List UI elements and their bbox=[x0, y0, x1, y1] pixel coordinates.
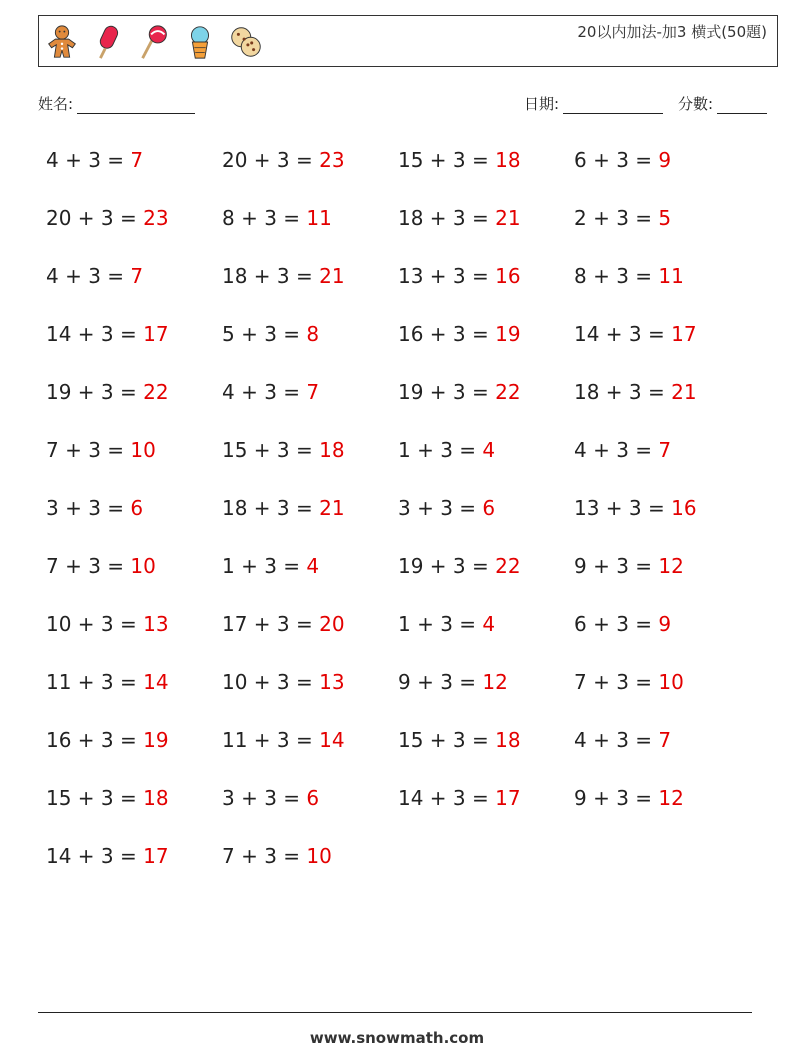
problem-question: 11 + 3 = bbox=[46, 670, 144, 694]
problem-question: 3 + 3 = bbox=[222, 786, 307, 810]
problem-question: 15 + 3 = bbox=[398, 148, 496, 172]
problem-item bbox=[222, 146, 345, 174]
problem-answer: 9 bbox=[658, 612, 672, 636]
problem-question: 7 + 3 = bbox=[222, 844, 307, 868]
problem-item bbox=[222, 610, 345, 638]
problem-question: 18 + 3 = bbox=[574, 380, 672, 404]
problem-question: 6 + 3 = bbox=[574, 148, 659, 172]
problem-answer: 6 bbox=[130, 496, 144, 520]
problem-item bbox=[46, 262, 143, 290]
problem-question: 13 + 3 = bbox=[574, 496, 672, 520]
score-blank[interactable] bbox=[717, 97, 767, 114]
problem-answer: 23 bbox=[143, 206, 169, 230]
problem-answer: 4 bbox=[482, 612, 496, 636]
problem-answer: 19 bbox=[143, 728, 169, 752]
problem-answer: 22 bbox=[495, 554, 521, 578]
problem-question: 2 + 3 = bbox=[574, 206, 659, 230]
problem-question: 10 + 3 = bbox=[46, 612, 144, 636]
problem-item bbox=[222, 668, 345, 696]
problem-answer: 4 bbox=[306, 554, 320, 578]
problem-question: 6 + 3 = bbox=[574, 612, 659, 636]
problem-item bbox=[46, 552, 156, 580]
problem-answer: 21 bbox=[495, 206, 521, 230]
problem-answer: 4 bbox=[482, 438, 496, 462]
problem-item bbox=[46, 784, 169, 812]
problem-item bbox=[222, 436, 345, 464]
problem-item bbox=[574, 668, 684, 696]
problem-question: 4 + 3 = bbox=[46, 264, 131, 288]
problem-answer: 21 bbox=[671, 380, 697, 404]
problem-answer: 17 bbox=[143, 844, 169, 868]
problem-answer: 5 bbox=[658, 206, 672, 230]
footer-divider bbox=[38, 1012, 752, 1013]
problem-answer: 7 bbox=[130, 264, 144, 288]
problem-item bbox=[46, 842, 169, 870]
problem-answer: 12 bbox=[482, 670, 508, 694]
problem-answer: 7 bbox=[658, 728, 672, 752]
problem-question: 1 + 3 = bbox=[222, 554, 307, 578]
problem-question: 7 + 3 = bbox=[574, 670, 659, 694]
problem-answer: 13 bbox=[319, 670, 345, 694]
problem-question: 9 + 3 = bbox=[574, 554, 659, 578]
problem-question: 8 + 3 = bbox=[222, 206, 307, 230]
problem-item bbox=[398, 436, 495, 464]
problem-answer: 7 bbox=[130, 148, 144, 172]
problem-item bbox=[398, 378, 521, 406]
problem-item bbox=[46, 146, 143, 174]
problem-question: 20 + 3 = bbox=[222, 148, 320, 172]
problem-answer: 7 bbox=[306, 380, 320, 404]
problem-question: 16 + 3 = bbox=[46, 728, 144, 752]
problem-item bbox=[222, 552, 319, 580]
problem-answer: 17 bbox=[671, 322, 697, 346]
problem-item bbox=[222, 378, 319, 406]
problem-item bbox=[222, 204, 332, 232]
problem-question: 18 + 3 = bbox=[398, 206, 496, 230]
problem-question: 16 + 3 = bbox=[398, 322, 496, 346]
problem-question: 15 + 3 = bbox=[222, 438, 320, 462]
problem-item bbox=[574, 726, 671, 754]
problem-question: 13 + 3 = bbox=[398, 264, 496, 288]
problem-answer: 19 bbox=[495, 322, 521, 346]
problem-question: 14 + 3 = bbox=[398, 786, 496, 810]
problem-question: 19 + 3 = bbox=[398, 554, 496, 578]
problem-question: 18 + 3 = bbox=[222, 496, 320, 520]
problem-item bbox=[574, 320, 697, 348]
problem-item bbox=[398, 146, 521, 174]
problem-answer: 18 bbox=[319, 438, 345, 462]
problem-item bbox=[398, 262, 521, 290]
problem-item bbox=[574, 610, 671, 638]
problem-answer: 6 bbox=[306, 786, 320, 810]
problem-item bbox=[574, 436, 671, 464]
score-field[interactable] bbox=[678, 93, 767, 114]
problem-question: 19 + 3 = bbox=[46, 380, 144, 404]
problem-answer: 10 bbox=[658, 670, 684, 694]
problem-question: 14 + 3 = bbox=[574, 322, 672, 346]
name-field[interactable] bbox=[38, 93, 195, 114]
score-label: 分數: bbox=[678, 95, 714, 113]
problem-item bbox=[46, 494, 143, 522]
problem-item bbox=[574, 784, 684, 812]
problem-answer: 18 bbox=[495, 148, 521, 172]
problem-answer: 11 bbox=[306, 206, 332, 230]
problem-item bbox=[222, 726, 345, 754]
problem-item bbox=[398, 494, 495, 522]
problem-question: 19 + 3 = bbox=[398, 380, 496, 404]
popsicle-icon bbox=[89, 22, 127, 62]
problem-question: 14 + 3 = bbox=[46, 322, 144, 346]
problem-question: 3 + 3 = bbox=[46, 496, 131, 520]
problem-question: 4 + 3 = bbox=[574, 728, 659, 752]
problem-answer: 18 bbox=[143, 786, 169, 810]
problem-item bbox=[574, 262, 684, 290]
problem-answer: 21 bbox=[319, 496, 345, 520]
gingerbread-icon bbox=[43, 22, 81, 62]
ice-cream-icon bbox=[181, 22, 219, 62]
problem-item bbox=[398, 320, 521, 348]
problem-item bbox=[222, 842, 332, 870]
problem-answer: 18 bbox=[495, 728, 521, 752]
date-blank[interactable] bbox=[563, 97, 663, 114]
footer-url: www.snowmath.com bbox=[309, 1029, 485, 1047]
problem-question: 7 + 3 = bbox=[46, 554, 131, 578]
problem-question: 8 + 3 = bbox=[574, 264, 659, 288]
problem-item bbox=[46, 610, 169, 638]
problem-question: 11 + 3 = bbox=[222, 728, 320, 752]
problem-question: 4 + 3 = bbox=[222, 380, 307, 404]
problem-item bbox=[222, 784, 319, 812]
problem-question: 20 + 3 = bbox=[46, 206, 144, 230]
problem-item bbox=[574, 494, 697, 522]
problem-answer: 21 bbox=[319, 264, 345, 288]
problem-question: 15 + 3 = bbox=[46, 786, 144, 810]
lollipop-icon bbox=[135, 22, 173, 62]
problem-item bbox=[398, 610, 495, 638]
problem-answer: 12 bbox=[658, 786, 684, 810]
problem-answer: 14 bbox=[319, 728, 345, 752]
problem-answer: 17 bbox=[495, 786, 521, 810]
problem-item bbox=[46, 204, 169, 232]
date-label: 日期: bbox=[524, 95, 560, 113]
problem-answer: 16 bbox=[671, 496, 697, 520]
problem-answer: 22 bbox=[143, 380, 169, 404]
problem-answer: 10 bbox=[306, 844, 332, 868]
problem-question: 15 + 3 = bbox=[398, 728, 496, 752]
problem-question: 9 + 3 = bbox=[574, 786, 659, 810]
problem-item bbox=[398, 552, 521, 580]
problem-item bbox=[574, 552, 684, 580]
problem-answer: 14 bbox=[143, 670, 169, 694]
problem-question: 1 + 3 = bbox=[398, 438, 483, 462]
problem-question: 5 + 3 = bbox=[222, 322, 307, 346]
name-label: 姓名: bbox=[38, 95, 74, 113]
problem-item bbox=[46, 436, 156, 464]
problem-item bbox=[46, 378, 169, 406]
problem-item bbox=[574, 146, 671, 174]
problem-answer: 20 bbox=[319, 612, 345, 636]
problem-answer: 10 bbox=[130, 554, 156, 578]
problem-question: 4 + 3 = bbox=[46, 148, 131, 172]
problem-item bbox=[46, 668, 169, 696]
problem-question: 10 + 3 = bbox=[222, 670, 320, 694]
date-field[interactable] bbox=[524, 93, 663, 114]
header-box bbox=[38, 15, 778, 67]
problem-question: 4 + 3 = bbox=[574, 438, 659, 462]
problem-item bbox=[574, 378, 697, 406]
problem-answer: 16 bbox=[495, 264, 521, 288]
name-blank[interactable] bbox=[77, 97, 195, 114]
icon-strip bbox=[43, 22, 265, 62]
problem-item bbox=[222, 262, 345, 290]
problem-answer: 8 bbox=[306, 322, 320, 346]
problem-item bbox=[398, 204, 521, 232]
problem-answer: 12 bbox=[658, 554, 684, 578]
problem-item bbox=[222, 320, 319, 348]
sheet-title: 20以内加法-加3 横式(50題) bbox=[577, 23, 767, 41]
problem-answer: 9 bbox=[658, 148, 672, 172]
problem-item bbox=[398, 784, 521, 812]
problem-answer: 10 bbox=[130, 438, 156, 462]
problem-answer: 23 bbox=[319, 148, 345, 172]
problem-answer: 17 bbox=[143, 322, 169, 346]
problem-answer: 22 bbox=[495, 380, 521, 404]
problem-answer: 13 bbox=[143, 612, 169, 636]
problem-question: 3 + 3 = bbox=[398, 496, 483, 520]
cookie-icon bbox=[227, 22, 265, 62]
problem-item bbox=[574, 204, 671, 232]
problem-item bbox=[398, 668, 508, 696]
problem-question: 9 + 3 = bbox=[398, 670, 483, 694]
problem-question: 7 + 3 = bbox=[46, 438, 131, 462]
problem-answer: 11 bbox=[658, 264, 684, 288]
problem-item bbox=[46, 726, 169, 754]
problem-item bbox=[46, 320, 169, 348]
problem-question: 14 + 3 = bbox=[46, 844, 144, 868]
problem-question: 17 + 3 = bbox=[222, 612, 320, 636]
problem-item bbox=[398, 726, 521, 754]
problem-answer: 6 bbox=[482, 496, 496, 520]
problem-grid bbox=[46, 140, 766, 880]
problem-item bbox=[222, 494, 345, 522]
problem-question: 1 + 3 = bbox=[398, 612, 483, 636]
problem-answer: 7 bbox=[658, 438, 672, 462]
problem-question: 18 + 3 = bbox=[222, 264, 320, 288]
